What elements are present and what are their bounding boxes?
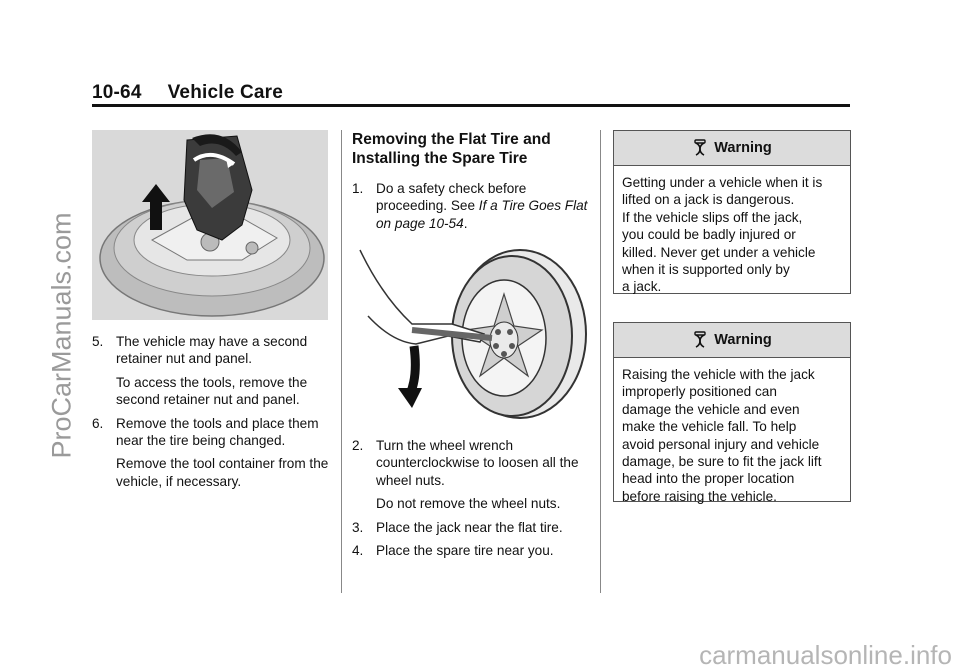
warning-title: Warning bbox=[714, 332, 772, 348]
warning-line: before raising the vehicle. bbox=[622, 488, 777, 504]
step-number: 3. bbox=[352, 519, 364, 535]
column-1-text bbox=[92, 333, 332, 496]
wheel-wrench-illustration bbox=[352, 246, 590, 424]
warning-line: lifted on a jack is dangerous. bbox=[622, 192, 795, 208]
warning-box-jack-danger bbox=[613, 130, 851, 294]
column-divider-2 bbox=[600, 130, 601, 593]
warning-line: a jack. bbox=[622, 279, 662, 295]
warning-line: If the vehicle slips off the jack, bbox=[622, 209, 803, 225]
step-number: 6. bbox=[92, 415, 104, 431]
step-2-detail: Do not remove the wheel nuts. bbox=[376, 496, 561, 512]
warning-line: Raising the vehicle with the jack bbox=[622, 367, 815, 382]
warning-line: avoid personal injury and vehicle bbox=[622, 436, 820, 452]
step-6-detail: Remove the tool container from the vehicle, if necessary. bbox=[116, 456, 329, 489]
step-3 bbox=[352, 519, 592, 536]
wheel-wrench-drawing bbox=[352, 246, 590, 424]
step-number: 5. bbox=[92, 334, 104, 349]
warning-line: improperly positioned can bbox=[622, 384, 777, 400]
step-text: The vehicle may have a second retainer nut and panel. bbox=[116, 334, 308, 367]
warning-line: damage, be sure to fit the jack lift bbox=[622, 454, 822, 470]
warning-body bbox=[614, 358, 850, 513]
warning-line: when it is supported only by bbox=[622, 262, 790, 278]
step-text-end: . bbox=[463, 215, 468, 231]
warning-box-jack-position bbox=[613, 322, 851, 502]
warning-body bbox=[614, 166, 850, 304]
warning-line: killed. Never get under a vehicle bbox=[622, 244, 816, 260]
column-2-steps bbox=[352, 437, 592, 565]
step-5 bbox=[92, 333, 332, 368]
bottom-watermark: carmanualsonline.info bbox=[699, 640, 952, 670]
page-header bbox=[92, 82, 283, 104]
step-text: Turn the wheel wrench counterclockwise to loosen all the wheel nuts. bbox=[376, 438, 579, 488]
step-4 bbox=[352, 542, 592, 559]
tool-tray-illustration bbox=[92, 130, 328, 320]
header-rule bbox=[92, 104, 850, 107]
warning-title-bar bbox=[614, 131, 850, 166]
step-text: Do a safety check before proceeding. See bbox=[376, 181, 527, 214]
warning-icon bbox=[692, 331, 708, 349]
step-text: Remove the tools and place them near the tire being changed. bbox=[116, 415, 319, 449]
step-6 bbox=[92, 415, 332, 450]
step-number: 2. bbox=[352, 438, 364, 453]
step-text: Place the jack near the flat tire. bbox=[376, 519, 563, 535]
warning-line: make the vehicle fall. To help bbox=[622, 419, 797, 435]
step-2 bbox=[352, 437, 592, 489]
tool-tray-drawing bbox=[92, 130, 328, 320]
warning-icon bbox=[692, 139, 708, 157]
warning-line: you could be badly injured or bbox=[622, 227, 796, 243]
side-watermark: ProCarManuals.com bbox=[46, 212, 77, 459]
warning-title: Warning bbox=[714, 140, 772, 156]
warning-line: head into the proper location bbox=[622, 471, 795, 487]
step-text: Place the spare tire near you. bbox=[376, 543, 554, 559]
step-number: 1. bbox=[352, 181, 364, 196]
warning-line: Getting under a vehicle when it is bbox=[622, 175, 823, 190]
cross-reference-link[interactable]: If a Tire Goes Flat on page 10-54 bbox=[376, 198, 588, 231]
column-2-text bbox=[352, 130, 592, 238]
step-1 bbox=[352, 180, 592, 232]
page-number: 10-64 bbox=[92, 82, 142, 103]
section-heading: Removing the Flat Tire and Installing the Spare Tire bbox=[352, 131, 551, 167]
warning-title-bar bbox=[614, 323, 850, 358]
section-title: Vehicle Care bbox=[167, 82, 284, 103]
step-5-detail: To access the tools, remove the second retainer nut and panel. bbox=[116, 374, 308, 408]
warning-line: damage the vehicle and even bbox=[622, 401, 800, 417]
step-number: 4. bbox=[352, 543, 364, 559]
column-divider-1 bbox=[341, 130, 342, 593]
